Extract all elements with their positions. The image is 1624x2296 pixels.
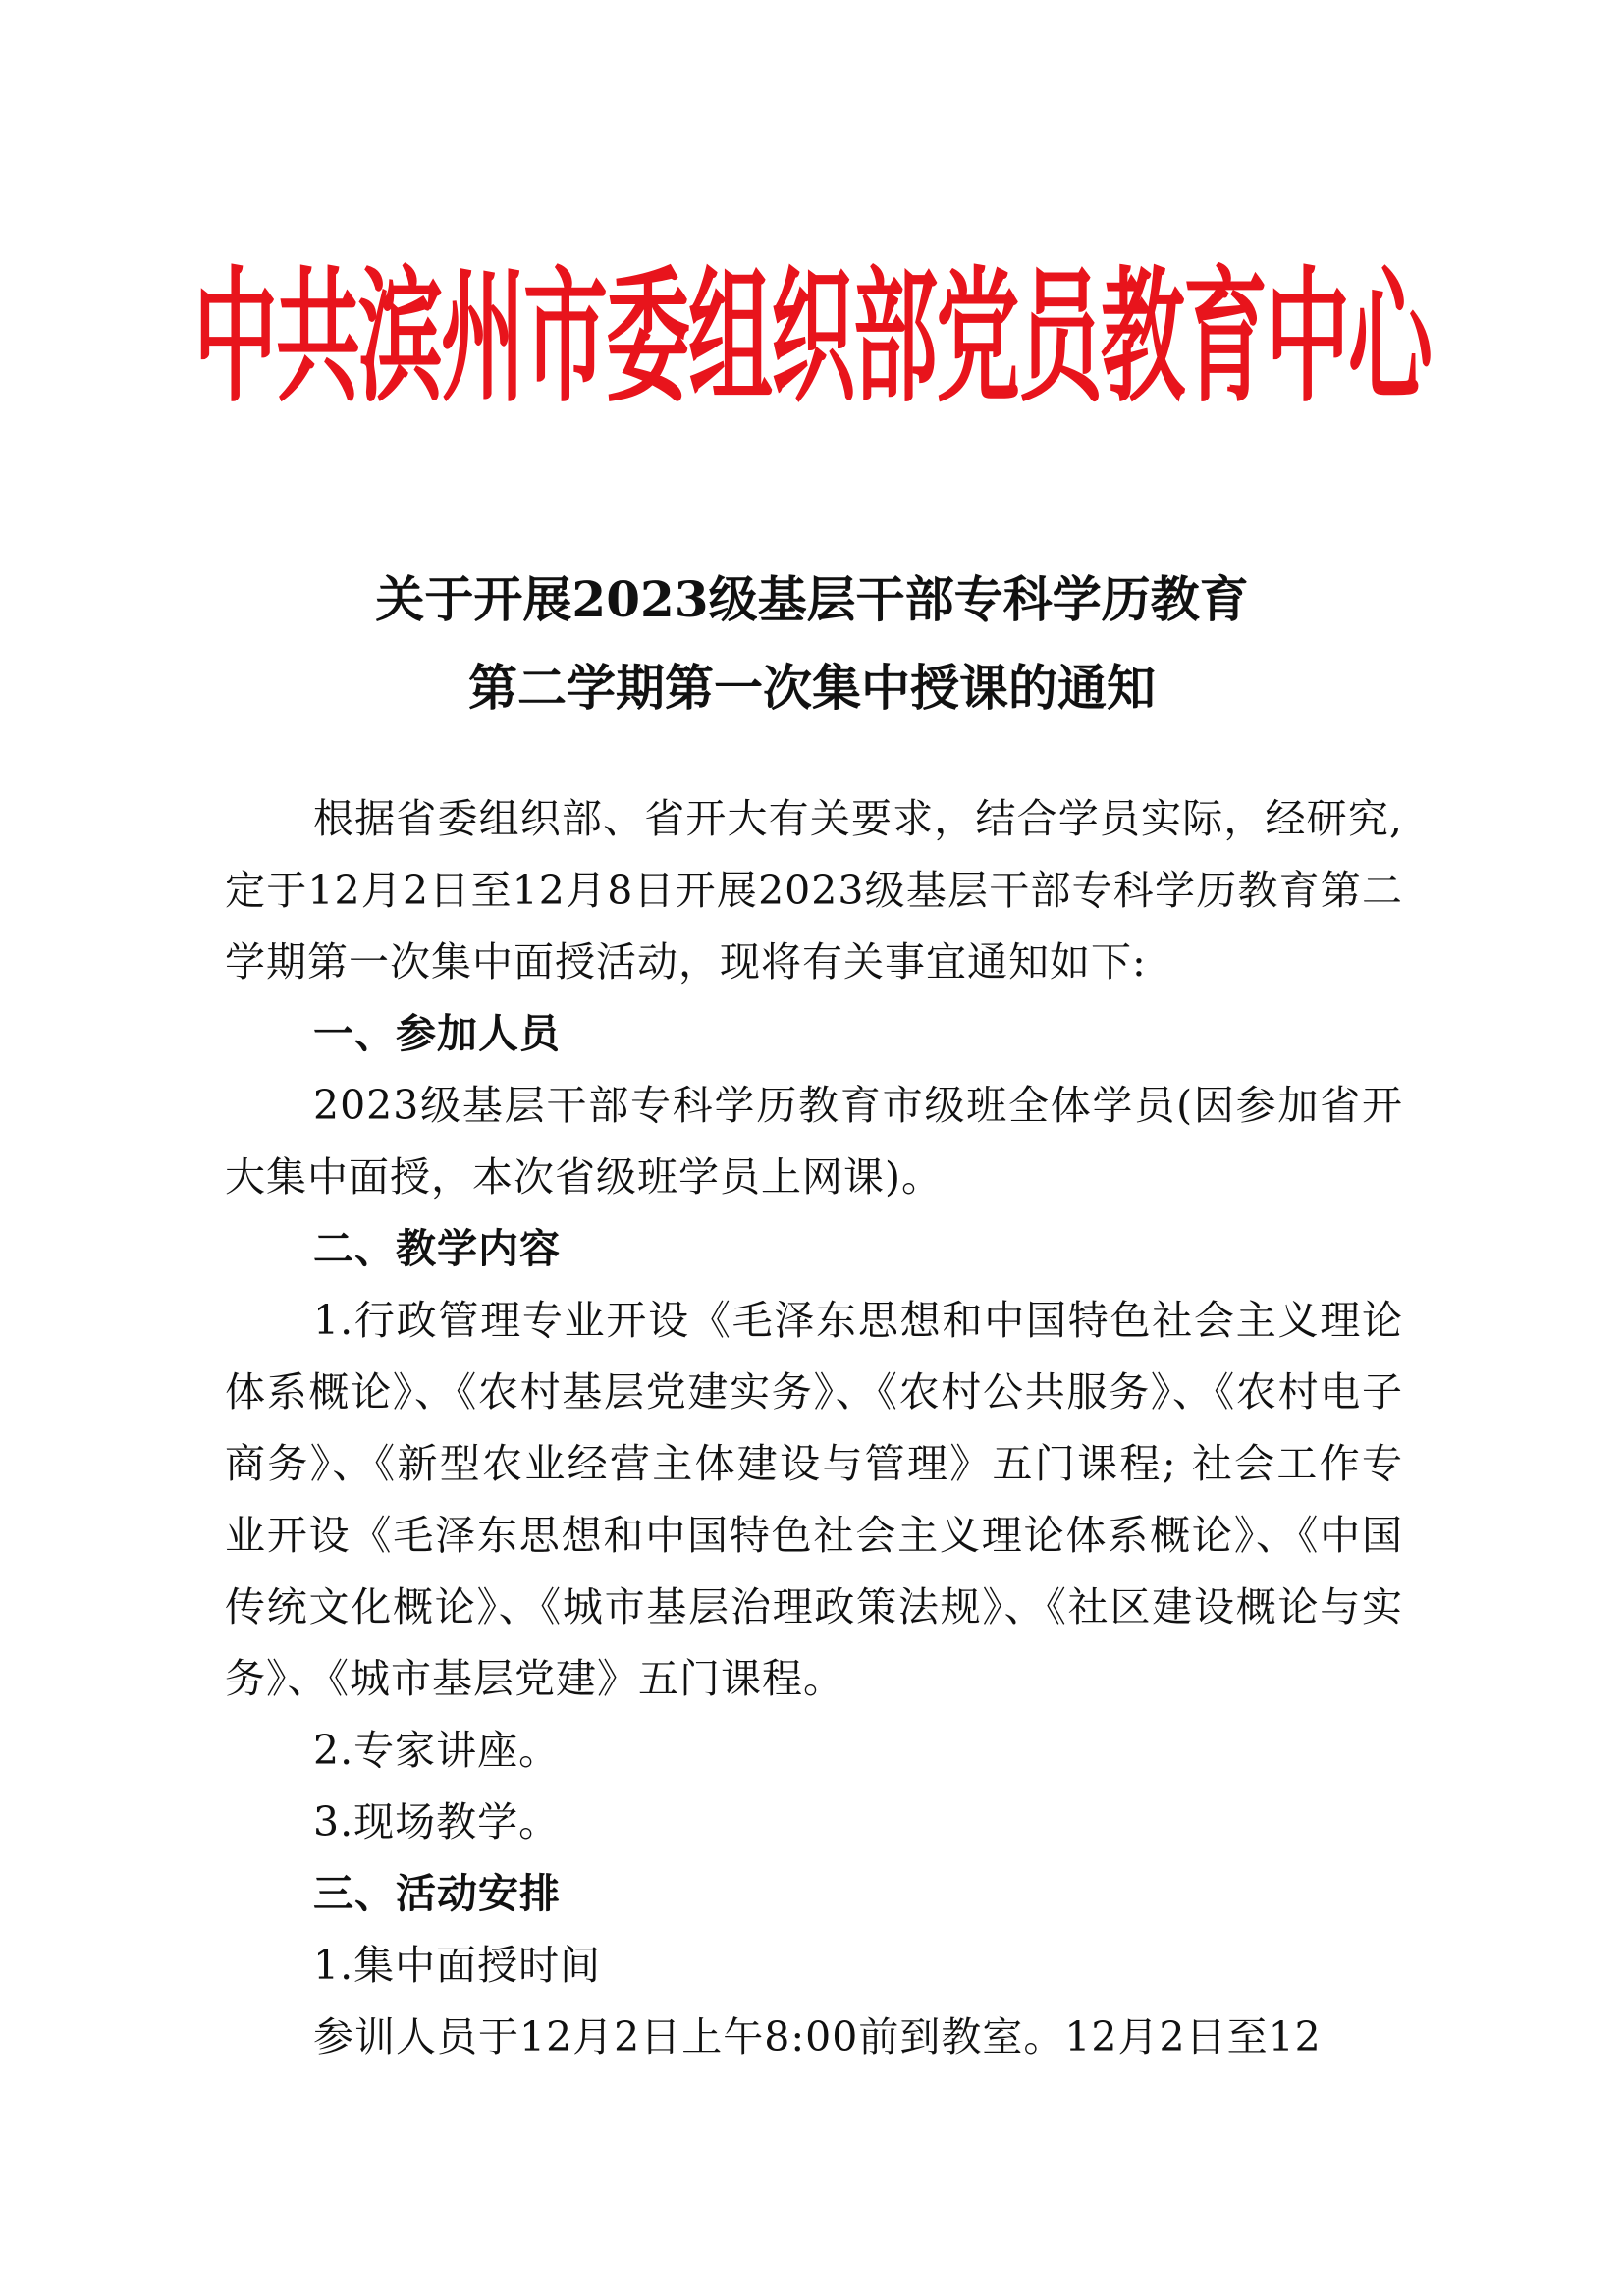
document-title	[0, 556, 1624, 732]
schedule-paragraph: 参训人员于12月2日上午8:00前到教室。12月2日至12	[313, 2013, 1322, 2060]
masthead	[0, 240, 1624, 437]
masthead-title: 中共滨州市委组织部党员教育中心	[193, 254, 1431, 423]
intro-paragraph: 根据省委组织部、省开大有关要求，结合学员实际，经研究,定于12月2日至12月8日开展2023级基层干部专科学历教育第二学期第一次集中面授活动，现将有关事宜通知如下:	[225, 795, 1403, 986]
content-item-field-teaching: 3.现场教学。	[313, 1798, 561, 1845]
content-item-lecture: 2.专家讲座。	[313, 1727, 561, 1774]
title-line-1: 关于开展2023级基层干部专科学历教育	[375, 570, 1249, 628]
participants-paragraph: 2023级基层干部专科学历教育市级班全体学员(因参加省开大集中面授，本次省级班学员上网课)。	[225, 1082, 1403, 1201]
section-heading-schedule: 三、活动安排	[313, 1870, 561, 1917]
document-body	[225, 783, 1403, 2073]
title-line-2: 第二学期第一次集中授课的通知	[468, 659, 1156, 717]
section-heading-participants: 一、参加人员	[313, 1010, 561, 1057]
content-item-courses: 1.行政管理专业开设《毛泽东思想和中国特色社会主义理论体系概论》、《农村基层党建实务》、《农村公共服务》、《农村电子商务》、《新型农业经营主体建设与管理》五门课程; 社会工作专业开设《毛泽东思想和中国特色社会主义理论体系概论》、《中国传统文化概论》、《城市基层治理政策法规》、《社区建设概论与实务》、《城市基层党建》五门课程。	[225, 1297, 1403, 1702]
section-heading-content: 二、教学内容	[313, 1225, 561, 1272]
schedule-subheading: 1.集中面授时间	[313, 1942, 602, 1989]
